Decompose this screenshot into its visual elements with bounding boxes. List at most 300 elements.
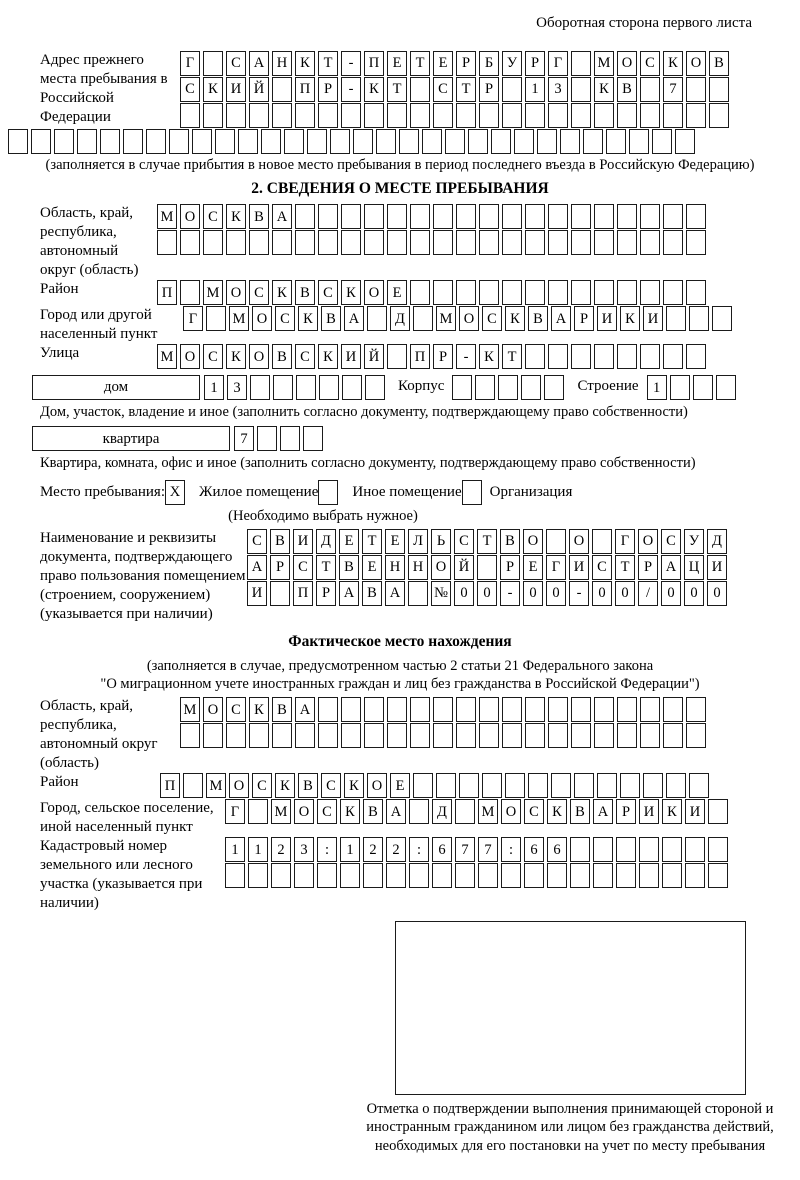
char-cell[interactable]: К — [226, 204, 246, 229]
char-cell[interactable] — [341, 204, 361, 229]
char-cell[interactable] — [475, 375, 495, 400]
char-cell[interactable]: 7 — [234, 426, 254, 451]
char-cell[interactable]: : — [501, 837, 521, 862]
char-cell[interactable]: В — [362, 581, 382, 606]
char-cell[interactable]: В — [363, 799, 383, 824]
char-cell[interactable]: 6 — [524, 837, 544, 862]
char-cell[interactable]: В — [295, 280, 315, 305]
char-cell[interactable] — [666, 306, 686, 331]
char-cell[interactable] — [479, 280, 499, 305]
char-cell[interactable]: К — [505, 306, 525, 331]
char-cell[interactable]: Д — [390, 306, 410, 331]
char-cell[interactable] — [456, 280, 476, 305]
char-cell[interactable]: О — [501, 799, 521, 824]
char-cell[interactable] — [663, 344, 683, 369]
char-cell[interactable]: С — [321, 773, 341, 798]
char-cell[interactable]: С — [454, 529, 474, 554]
char-cell[interactable]: А — [339, 581, 359, 606]
char-cell[interactable] — [364, 204, 384, 229]
char-cell[interactable]: П — [160, 773, 180, 798]
char-cell[interactable] — [456, 723, 476, 748]
char-cell[interactable] — [479, 723, 499, 748]
char-cell[interactable] — [571, 723, 591, 748]
char-cell[interactable] — [364, 723, 384, 748]
char-cell[interactable] — [203, 723, 223, 748]
char-cell[interactable] — [670, 375, 690, 400]
char-cell[interactable]: М — [594, 51, 614, 76]
char-cell[interactable]: С — [203, 344, 223, 369]
char-cell[interactable] — [502, 280, 522, 305]
char-cell[interactable] — [593, 837, 613, 862]
char-cell[interactable]: 1 — [248, 837, 268, 862]
char-cell[interactable]: Т — [316, 555, 336, 580]
char-cell[interactable] — [226, 230, 246, 255]
char-cell[interactable] — [594, 697, 614, 722]
char-cell[interactable] — [180, 723, 200, 748]
char-cell[interactable]: С — [295, 344, 315, 369]
char-cell[interactable] — [524, 863, 544, 888]
char-cell[interactable] — [505, 773, 525, 798]
char-cell[interactable] — [663, 280, 683, 305]
char-cell[interactable] — [501, 863, 521, 888]
char-cell[interactable]: 1 — [525, 77, 545, 102]
char-cell[interactable] — [410, 204, 430, 229]
char-cell[interactable] — [31, 129, 51, 154]
char-cell[interactable]: И — [685, 799, 705, 824]
char-cell[interactable]: - — [500, 581, 520, 606]
char-cell[interactable]: И — [293, 529, 313, 554]
char-cell[interactable] — [571, 51, 591, 76]
char-cell[interactable] — [341, 697, 361, 722]
char-cell[interactable] — [422, 129, 442, 154]
char-cell[interactable]: А — [385, 581, 405, 606]
char-cell[interactable] — [663, 204, 683, 229]
char-cell[interactable]: - — [569, 581, 589, 606]
char-cell[interactable]: С — [293, 555, 313, 580]
char-cell[interactable] — [433, 723, 453, 748]
char-cell[interactable]: 7 — [455, 837, 475, 862]
char-cell[interactable] — [270, 581, 290, 606]
char-cell[interactable] — [686, 723, 706, 748]
char-cell[interactable] — [689, 306, 709, 331]
char-cell[interactable] — [280, 426, 300, 451]
char-cell[interactable] — [502, 103, 522, 128]
char-cell[interactable] — [340, 863, 360, 888]
char-cell[interactable] — [433, 280, 453, 305]
char-cell[interactable]: П — [295, 77, 315, 102]
char-cell[interactable] — [206, 306, 226, 331]
char-cell[interactable] — [571, 697, 591, 722]
char-cell[interactable] — [597, 773, 617, 798]
char-cell[interactable]: 0 — [477, 581, 497, 606]
char-cell[interactable] — [617, 344, 637, 369]
char-cell[interactable] — [525, 280, 545, 305]
char-cell[interactable] — [616, 837, 636, 862]
char-cell[interactable] — [364, 230, 384, 255]
char-cell[interactable] — [479, 230, 499, 255]
char-cell[interactable] — [548, 723, 568, 748]
char-cell[interactable]: Р — [574, 306, 594, 331]
char-cell[interactable]: К — [295, 51, 315, 76]
char-cell[interactable] — [592, 529, 612, 554]
char-cell[interactable]: О — [226, 280, 246, 305]
char-cell[interactable]: Р — [316, 581, 336, 606]
char-cell[interactable] — [271, 863, 291, 888]
char-cell[interactable]: Т — [362, 529, 382, 554]
char-cell[interactable]: 3 — [227, 375, 247, 400]
char-cell[interactable] — [640, 697, 660, 722]
char-cell[interactable] — [548, 280, 568, 305]
char-cell[interactable]: М — [271, 799, 291, 824]
char-cell[interactable] — [620, 773, 640, 798]
char-cell[interactable]: - — [341, 77, 361, 102]
char-cell[interactable] — [386, 863, 406, 888]
char-cell[interactable]: : — [409, 837, 429, 862]
char-cell[interactable]: И — [639, 799, 659, 824]
char-cell[interactable]: Б — [479, 51, 499, 76]
char-cell[interactable] — [594, 230, 614, 255]
char-cell[interactable] — [410, 77, 430, 102]
char-cell[interactable]: М — [436, 306, 456, 331]
char-cell[interactable]: С — [524, 799, 544, 824]
char-cell[interactable] — [387, 344, 407, 369]
char-cell[interactable] — [663, 103, 683, 128]
char-cell[interactable]: К — [344, 773, 364, 798]
char-cell[interactable] — [272, 230, 292, 255]
char-cell[interactable] — [629, 129, 649, 154]
char-cell[interactable] — [436, 773, 456, 798]
char-cell[interactable] — [456, 103, 476, 128]
char-cell[interactable] — [318, 723, 338, 748]
char-cell[interactable]: К — [594, 77, 614, 102]
char-cell[interactable] — [410, 280, 430, 305]
char-cell[interactable] — [367, 306, 387, 331]
char-cell[interactable] — [640, 230, 660, 255]
char-cell[interactable] — [248, 863, 268, 888]
char-cell[interactable] — [617, 204, 637, 229]
char-cell[interactable]: А — [386, 799, 406, 824]
char-cell[interactable] — [686, 103, 706, 128]
char-cell[interactable]: Е — [523, 555, 543, 580]
char-cell[interactable]: 1 — [204, 375, 224, 400]
char-cell[interactable]: Г — [180, 51, 200, 76]
char-cell[interactable]: : — [317, 837, 337, 862]
char-cell[interactable] — [433, 230, 453, 255]
char-cell[interactable] — [685, 863, 705, 888]
char-cell[interactable]: Р — [479, 77, 499, 102]
char-cell[interactable]: Д — [707, 529, 727, 554]
char-cell[interactable] — [617, 230, 637, 255]
char-cell[interactable]: С — [318, 280, 338, 305]
char-cell[interactable]: 0 — [523, 581, 543, 606]
char-cell[interactable] — [157, 230, 177, 255]
char-cell[interactable]: О — [252, 306, 272, 331]
char-cell[interactable]: М — [157, 344, 177, 369]
char-cell[interactable]: К — [341, 280, 361, 305]
char-cell[interactable] — [594, 723, 614, 748]
char-cell[interactable] — [226, 723, 246, 748]
char-cell[interactable]: А — [295, 697, 315, 722]
char-cell[interactable] — [617, 280, 637, 305]
char-cell[interactable] — [455, 863, 475, 888]
char-cell[interactable] — [708, 837, 728, 862]
char-cell[interactable] — [502, 723, 522, 748]
char-cell[interactable]: 6 — [547, 837, 567, 862]
char-cell[interactable] — [376, 129, 396, 154]
char-cell[interactable]: Р — [433, 344, 453, 369]
char-cell[interactable]: В — [500, 529, 520, 554]
char-cell[interactable] — [387, 230, 407, 255]
char-cell[interactable] — [560, 129, 580, 154]
char-cell[interactable]: В — [321, 306, 341, 331]
char-cell[interactable] — [594, 344, 614, 369]
char-cell[interactable] — [410, 103, 430, 128]
char-cell[interactable] — [432, 863, 452, 888]
char-cell[interactable]: Е — [385, 529, 405, 554]
char-cell[interactable] — [249, 230, 269, 255]
char-cell[interactable] — [387, 697, 407, 722]
char-cell[interactable] — [709, 77, 729, 102]
char-cell[interactable] — [342, 375, 362, 400]
char-cell[interactable]: В — [272, 344, 292, 369]
char-cell[interactable]: В — [617, 77, 637, 102]
char-cell[interactable] — [498, 375, 518, 400]
char-cell[interactable]: Ц — [684, 555, 704, 580]
char-cell[interactable] — [387, 103, 407, 128]
char-cell[interactable] — [502, 77, 522, 102]
char-cell[interactable] — [640, 103, 660, 128]
char-cell[interactable] — [387, 723, 407, 748]
char-cell[interactable] — [571, 230, 591, 255]
char-cell[interactable]: О — [229, 773, 249, 798]
char-cell[interactable]: К — [298, 306, 318, 331]
char-cell[interactable] — [455, 799, 475, 824]
char-cell[interactable]: М — [203, 280, 223, 305]
char-cell[interactable]: В — [570, 799, 590, 824]
char-cell[interactable]: Р — [638, 555, 658, 580]
char-cell[interactable] — [689, 773, 709, 798]
char-cell[interactable]: В — [339, 555, 359, 580]
char-cell[interactable] — [548, 344, 568, 369]
char-cell[interactable] — [364, 103, 384, 128]
char-cell[interactable] — [146, 129, 166, 154]
char-cell[interactable] — [409, 863, 429, 888]
char-cell[interactable]: Р — [500, 555, 520, 580]
char-cell[interactable]: 3 — [294, 837, 314, 862]
char-cell[interactable] — [257, 426, 277, 451]
char-cell[interactable] — [452, 375, 472, 400]
char-cell[interactable]: Е — [390, 773, 410, 798]
char-cell[interactable] — [675, 129, 695, 154]
char-cell[interactable] — [226, 103, 246, 128]
char-cell[interactable] — [662, 837, 682, 862]
char-cell[interactable] — [525, 344, 545, 369]
char-cell[interactable]: 6 — [432, 837, 452, 862]
char-cell[interactable] — [548, 697, 568, 722]
char-cell[interactable] — [686, 344, 706, 369]
char-cell[interactable] — [410, 697, 430, 722]
char-cell[interactable] — [570, 837, 590, 862]
char-cell[interactable]: П — [157, 280, 177, 305]
char-cell[interactable] — [525, 723, 545, 748]
char-cell[interactable]: Й — [364, 344, 384, 369]
char-cell[interactable] — [617, 103, 637, 128]
char-cell[interactable]: К — [662, 799, 682, 824]
char-cell[interactable]: Е — [339, 529, 359, 554]
char-cell[interactable]: А — [551, 306, 571, 331]
char-cell[interactable] — [413, 306, 433, 331]
char-cell[interactable] — [468, 129, 488, 154]
char-cell[interactable] — [330, 129, 350, 154]
char-cell[interactable] — [295, 204, 315, 229]
char-cell[interactable]: О — [686, 51, 706, 76]
char-cell[interactable] — [272, 723, 292, 748]
char-cell[interactable] — [686, 77, 706, 102]
char-cell[interactable] — [192, 129, 212, 154]
char-cell[interactable]: С — [275, 306, 295, 331]
char-cell[interactable]: С — [226, 51, 246, 76]
char-cell[interactable]: С — [661, 529, 681, 554]
char-cell[interactable] — [215, 129, 235, 154]
char-cell[interactable] — [502, 204, 522, 229]
char-cell[interactable]: Р — [270, 555, 290, 580]
char-cell[interactable] — [433, 103, 453, 128]
char-cell[interactable]: Й — [249, 77, 269, 102]
char-cell[interactable]: К — [226, 344, 246, 369]
char-cell[interactable]: К — [272, 280, 292, 305]
char-cell[interactable]: К — [479, 344, 499, 369]
char-cell[interactable] — [502, 230, 522, 255]
char-cell[interactable]: В — [528, 306, 548, 331]
char-cell[interactable]: О — [569, 529, 589, 554]
char-cell[interactable]: Р — [525, 51, 545, 76]
char-cell[interactable] — [716, 375, 736, 400]
char-cell[interactable] — [571, 280, 591, 305]
char-cell[interactable] — [546, 529, 566, 554]
char-cell[interactable] — [708, 799, 728, 824]
char-cell[interactable] — [364, 697, 384, 722]
char-cell[interactable] — [272, 77, 292, 102]
char-cell[interactable]: И — [569, 555, 589, 580]
char-cell[interactable] — [571, 103, 591, 128]
char-cell[interactable]: С — [482, 306, 502, 331]
char-cell[interactable]: С — [180, 77, 200, 102]
char-cell[interactable]: 0 — [661, 581, 681, 606]
char-cell[interactable]: У — [502, 51, 522, 76]
char-cell[interactable] — [548, 204, 568, 229]
char-cell[interactable]: И — [341, 344, 361, 369]
char-cell[interactable]: С — [226, 697, 246, 722]
char-cell[interactable] — [640, 723, 660, 748]
char-cell[interactable] — [341, 230, 361, 255]
char-cell[interactable]: Т — [387, 77, 407, 102]
char-cell[interactable] — [712, 306, 732, 331]
char-cell[interactable] — [261, 129, 281, 154]
char-cell[interactable]: П — [410, 344, 430, 369]
char-cell[interactable] — [594, 103, 614, 128]
char-cell[interactable] — [319, 375, 339, 400]
char-cell[interactable]: 3 — [548, 77, 568, 102]
char-cell[interactable]: В — [272, 697, 292, 722]
char-cell[interactable] — [123, 129, 143, 154]
char-cell[interactable]: 1 — [647, 375, 667, 400]
char-cell[interactable]: С — [247, 529, 267, 554]
char-cell[interactable]: И — [226, 77, 246, 102]
char-cell[interactable]: 0 — [454, 581, 474, 606]
char-cell[interactable]: С — [252, 773, 272, 798]
char-cell[interactable]: К — [547, 799, 567, 824]
char-cell[interactable]: А — [661, 555, 681, 580]
char-cell[interactable]: С — [249, 280, 269, 305]
char-cell[interactable] — [295, 230, 315, 255]
char-cell[interactable]: П — [364, 51, 384, 76]
char-cell[interactable] — [410, 723, 430, 748]
char-cell[interactable] — [548, 103, 568, 128]
char-cell[interactable] — [693, 375, 713, 400]
char-cell[interactable]: Т — [318, 51, 338, 76]
char-cell[interactable] — [521, 375, 541, 400]
char-cell[interactable]: М — [157, 204, 177, 229]
char-cell[interactable]: У — [684, 529, 704, 554]
checkbox-residential[interactable]: X — [165, 480, 185, 505]
char-cell[interactable] — [180, 230, 200, 255]
char-cell[interactable] — [643, 773, 663, 798]
char-cell[interactable] — [571, 204, 591, 229]
char-cell[interactable] — [387, 204, 407, 229]
char-cell[interactable]: А — [249, 51, 269, 76]
char-cell[interactable]: Т — [615, 555, 635, 580]
char-cell[interactable]: О — [180, 344, 200, 369]
char-cell[interactable] — [640, 77, 660, 102]
char-cell[interactable] — [341, 103, 361, 128]
char-cell[interactable]: Р — [616, 799, 636, 824]
char-cell[interactable]: С — [640, 51, 660, 76]
char-cell[interactable] — [408, 581, 428, 606]
char-cell[interactable]: К — [663, 51, 683, 76]
char-cell[interactable]: Г — [548, 51, 568, 76]
char-cell[interactable]: К — [249, 697, 269, 722]
char-cell[interactable]: 7 — [478, 837, 498, 862]
char-cell[interactable]: В — [249, 204, 269, 229]
char-cell[interactable]: Т — [456, 77, 476, 102]
char-cell[interactable]: М — [229, 306, 249, 331]
char-cell[interactable]: К — [364, 77, 384, 102]
char-cell[interactable]: Т — [477, 529, 497, 554]
char-cell[interactable] — [491, 129, 511, 154]
char-cell[interactable] — [249, 723, 269, 748]
char-cell[interactable] — [203, 103, 223, 128]
char-cell[interactable] — [528, 773, 548, 798]
char-cell[interactable] — [225, 863, 245, 888]
char-cell[interactable] — [317, 863, 337, 888]
char-cell[interactable] — [318, 230, 338, 255]
char-cell[interactable]: 0 — [707, 581, 727, 606]
char-cell[interactable]: И — [597, 306, 617, 331]
char-cell[interactable]: В — [709, 51, 729, 76]
char-cell[interactable] — [663, 723, 683, 748]
char-cell[interactable] — [551, 773, 571, 798]
char-cell[interactable] — [433, 697, 453, 722]
char-cell[interactable]: 0 — [684, 581, 704, 606]
checkbox-organization[interactable] — [462, 480, 482, 505]
char-cell[interactable] — [617, 723, 637, 748]
char-cell[interactable] — [686, 280, 706, 305]
char-cell[interactable] — [445, 129, 465, 154]
char-cell[interactable]: О — [203, 697, 223, 722]
char-cell[interactable] — [318, 103, 338, 128]
char-cell[interactable]: - — [456, 344, 476, 369]
char-cell[interactable] — [571, 77, 591, 102]
